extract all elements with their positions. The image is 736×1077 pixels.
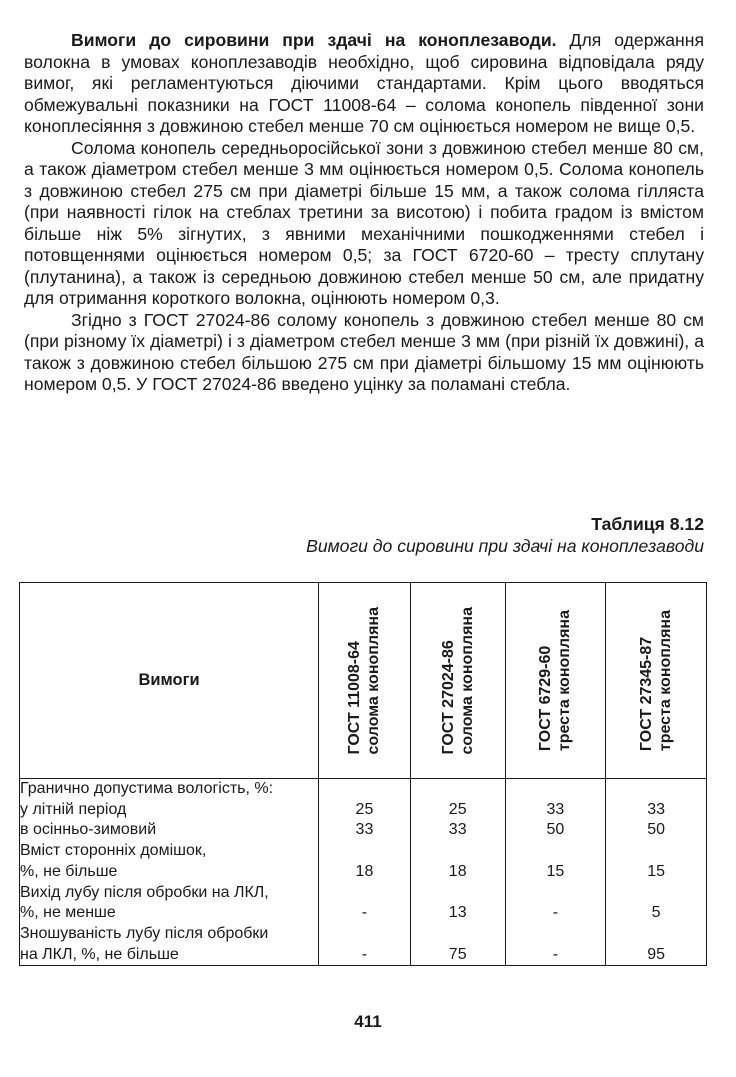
value-cell: 25 <box>448 800 467 818</box>
row-label: %, не більше <box>20 862 118 880</box>
value-cell <box>606 779 706 800</box>
header-gost-6729-code: ГОСТ 6729-60 <box>537 645 555 752</box>
value-cell <box>319 841 410 862</box>
value-cell <box>606 924 706 945</box>
value-cell <box>319 924 410 945</box>
value-cell: - <box>552 945 559 963</box>
values-gost-27024 <box>410 779 505 966</box>
value-cell <box>506 883 606 904</box>
value-cell: - <box>361 945 368 963</box>
value-cell <box>319 883 410 904</box>
value-cell: 75 <box>448 945 467 963</box>
value-cell: 33 <box>546 800 565 818</box>
header-gost-27345-type: треста конопляна <box>657 609 675 752</box>
value-cell <box>411 924 505 945</box>
table-title: Таблиця 8.12 <box>591 514 704 534</box>
row-label: %, не менше <box>20 904 116 922</box>
paragraph-1 <box>24 30 704 138</box>
body-text <box>24 30 704 396</box>
paragraph-1-text: Для одержання волокна в умовах коноплезаводів необхідно, щоб сировина відповідала ряду вимог, які регламентуються діючими стандартами. Крім цього вводяться обмежувальні показники на ГОСТ 11008-64 – солома конопель південної зони коноплесіяння з довжиною стебел менше 70 см оцінюється номером не вище 0,5. <box>24 30 704 136</box>
value-cell <box>506 779 606 800</box>
value-cell: 18 <box>448 862 467 880</box>
value-cell <box>411 779 505 800</box>
row-label: у літній період <box>20 800 127 818</box>
value-cell <box>411 883 505 904</box>
value-cell <box>506 841 606 862</box>
header-gost-27024-type: солома конопляна <box>458 606 476 755</box>
row-label: на ЛКЛ, %, не більше <box>20 945 179 963</box>
header-gost-27024 <box>410 583 505 779</box>
values-gost-11008 <box>319 779 411 966</box>
value-cell <box>411 841 505 862</box>
row-label: Вміст сторонніх домішок, <box>20 842 207 860</box>
values-gost-6729 <box>505 779 606 966</box>
header-gost-11008-code: ГОСТ 11008-64 <box>346 640 364 755</box>
value-cell: 13 <box>448 904 467 922</box>
table-row <box>20 779 707 966</box>
header-gost-27345-code: ГОСТ 27345-87 <box>638 636 656 752</box>
header-gost-6729 <box>505 583 606 779</box>
table-header-row <box>20 583 707 779</box>
header-gost-27345 <box>606 583 707 779</box>
value-cell: 15 <box>546 862 565 880</box>
value-cell: 50 <box>546 821 565 839</box>
value-cell <box>606 883 706 904</box>
value-cell: 33 <box>448 821 467 839</box>
paragraph-2: Солома конопель середньоросійської зони з довжиною стебел менше 80 см, а також діаметром стебел менше 3 мм оцінюється номером 0,5. Солома конопель з довжиною стебел 275 см при діаметрі більше 15 мм, а також солома гілляста (при наявності гілок на стеблах третини за висотою) і побита градом із вмістом більше ніж 5% зігнутих, з явними механічними пошкодженнями стебел і потовщеннями оцінюється номером 0,5; за ГОСТ 6720-60 – тресту сплутану (плутанина), а також із середньою довжиною стебел менше 50 см, але придатну для отримання короткого волокна, оцінюють номером 0,3. <box>24 137 704 308</box>
value-cell: 18 <box>355 862 374 880</box>
row-label: в осінньо-зимовий <box>20 821 157 839</box>
header-gost-11008 <box>319 583 411 779</box>
value-cell: 15 <box>647 862 666 880</box>
header-requirements: Вимоги <box>20 583 319 779</box>
header-gost-6729-type: треста конопляна <box>556 609 574 752</box>
requirements-cell <box>20 779 319 966</box>
row-label: Гранично допустима вологість, %: <box>20 780 274 797</box>
row-label: Зношуваність лубу після обробки <box>20 924 269 942</box>
header-gost-27024-code: ГОСТ 27024-86 <box>439 639 457 755</box>
paragraph-lead: Вимоги до сировини при здачі на коноплезаводи. <box>71 30 557 50</box>
value-cell: 33 <box>355 821 374 839</box>
value-cell: 25 <box>355 800 374 818</box>
table-caption <box>306 513 704 557</box>
requirements-table <box>19 582 707 966</box>
table-subtitle: Вимоги до сировини при здачі на коноплезаводи <box>306 536 704 556</box>
value-cell: 50 <box>647 821 666 839</box>
values-gost-27345 <box>606 779 707 966</box>
value-cell: 5 <box>651 904 661 922</box>
paragraph-3: Згідно з ГОСТ 27024-86 солому конопель з довжиною стебел менше 80 см (при різному їх діаметрі) і з діаметром стебел менше 3 мм (при різній їх довжині), а також з довжиною стебел більшою 275 см при діаметрі більшому 15 мм оцінюють номером 0,5. У ГОСТ 27024-86 введено уцінку за поламані стебла. <box>24 309 704 394</box>
value-cell <box>506 924 606 945</box>
value-cell <box>606 841 706 862</box>
value-cell: 33 <box>647 800 666 818</box>
value-cell: - <box>552 904 559 922</box>
value-cell: 95 <box>647 945 666 963</box>
value-cell <box>319 779 410 800</box>
header-gost-11008-type: солома конопляна <box>365 606 383 755</box>
row-label: Вихід лубу після обробки на ЛКЛ, <box>20 883 269 901</box>
value-cell: - <box>361 904 368 922</box>
page-number: 411 <box>354 1012 382 1031</box>
